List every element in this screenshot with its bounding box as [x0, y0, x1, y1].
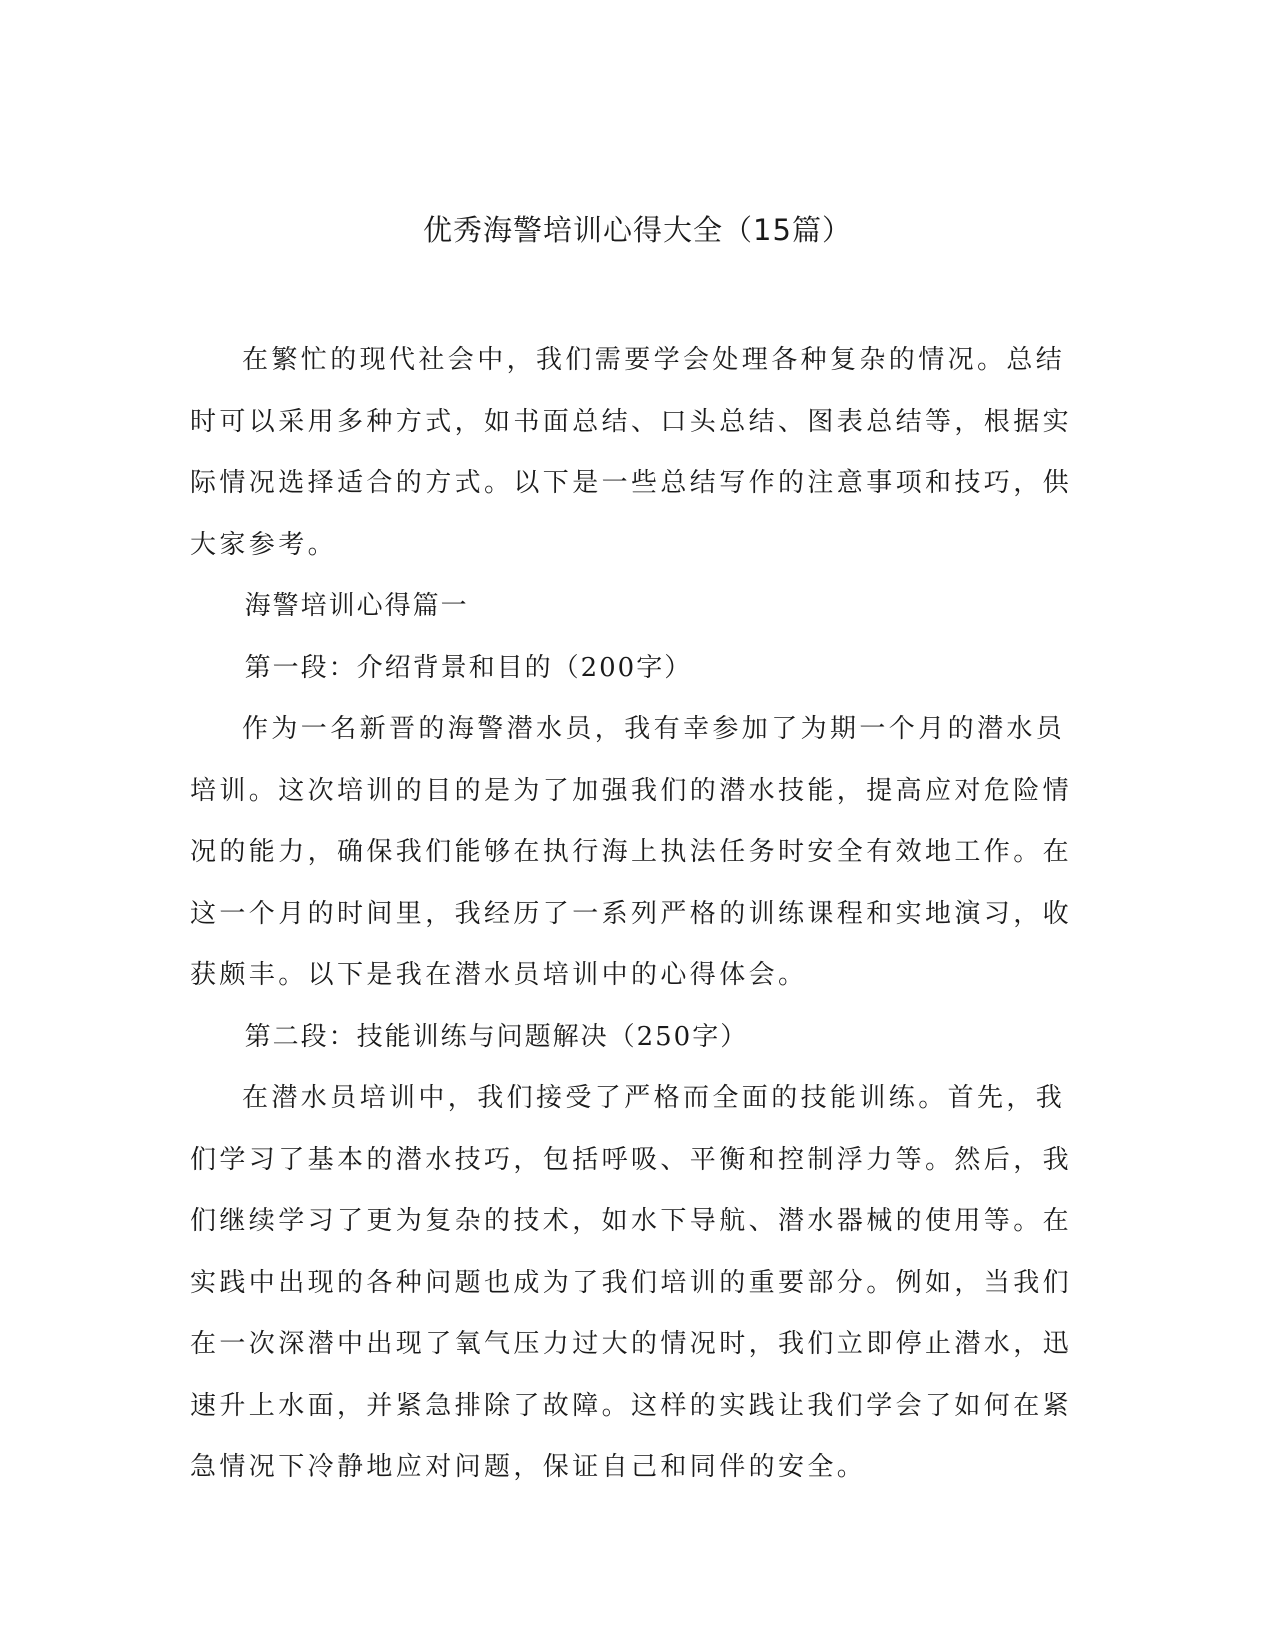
section1-paragraph: 作为一名新晋的海警潜水员，我有幸参加了为期一个月的潜水员培训。这次培训的目的是为了加强我们的潜水技能，提高应对危险情况的能力，确保我们能够在执行海上执法任务时安全有效地工作。在这一个月的时间里，我经历了一系列严格的训练课程和实地演习，收获颇丰。以下是我在潜水员培训中的心得体会。	[190, 714, 1073, 990]
article-heading: 海警培训心得篇一	[244, 591, 469, 621]
document-body	[190, 330, 1075, 1499]
intro-paragraph: 在繁忙的现代社会中，我们需要学会处理各种复杂的情况。总结时可以采用多种方式，如书面总结、口头总结、图表总结等，根据实际情况选择适合的方式。以下是一些总结写作的注意事项和技巧，供大家参考。	[190, 345, 1073, 560]
section1-heading: 第一段：介绍背景和目的（200字）	[244, 652, 693, 683]
section2-paragraph: 在潜水员培训中，我们接受了严格而全面的技能训练。首先，我们学习了基本的潜水技巧，包括呼吸、平衡和控制浮力等。然后，我们继续学习了更为复杂的技术，如水下导航、潜水器械的使用等。在实践中出现的各种问题也成为了我们培训的重要部分。例如，当我们在一次深潜中出现了氧气压力过大的情况时，我们立即停止潜水，迅速升上水面，并紧急排除了故障。这样的实践让我们学会了如何在紧急情况下冷静地应对问题，保证自己和同伴的安全。	[190, 1083, 1073, 1482]
section2-heading: 第二段：技能训练与问题解决（250字）	[244, 1021, 749, 1052]
page-title: 优秀海警培训心得大全（15篇）	[423, 213, 852, 247]
